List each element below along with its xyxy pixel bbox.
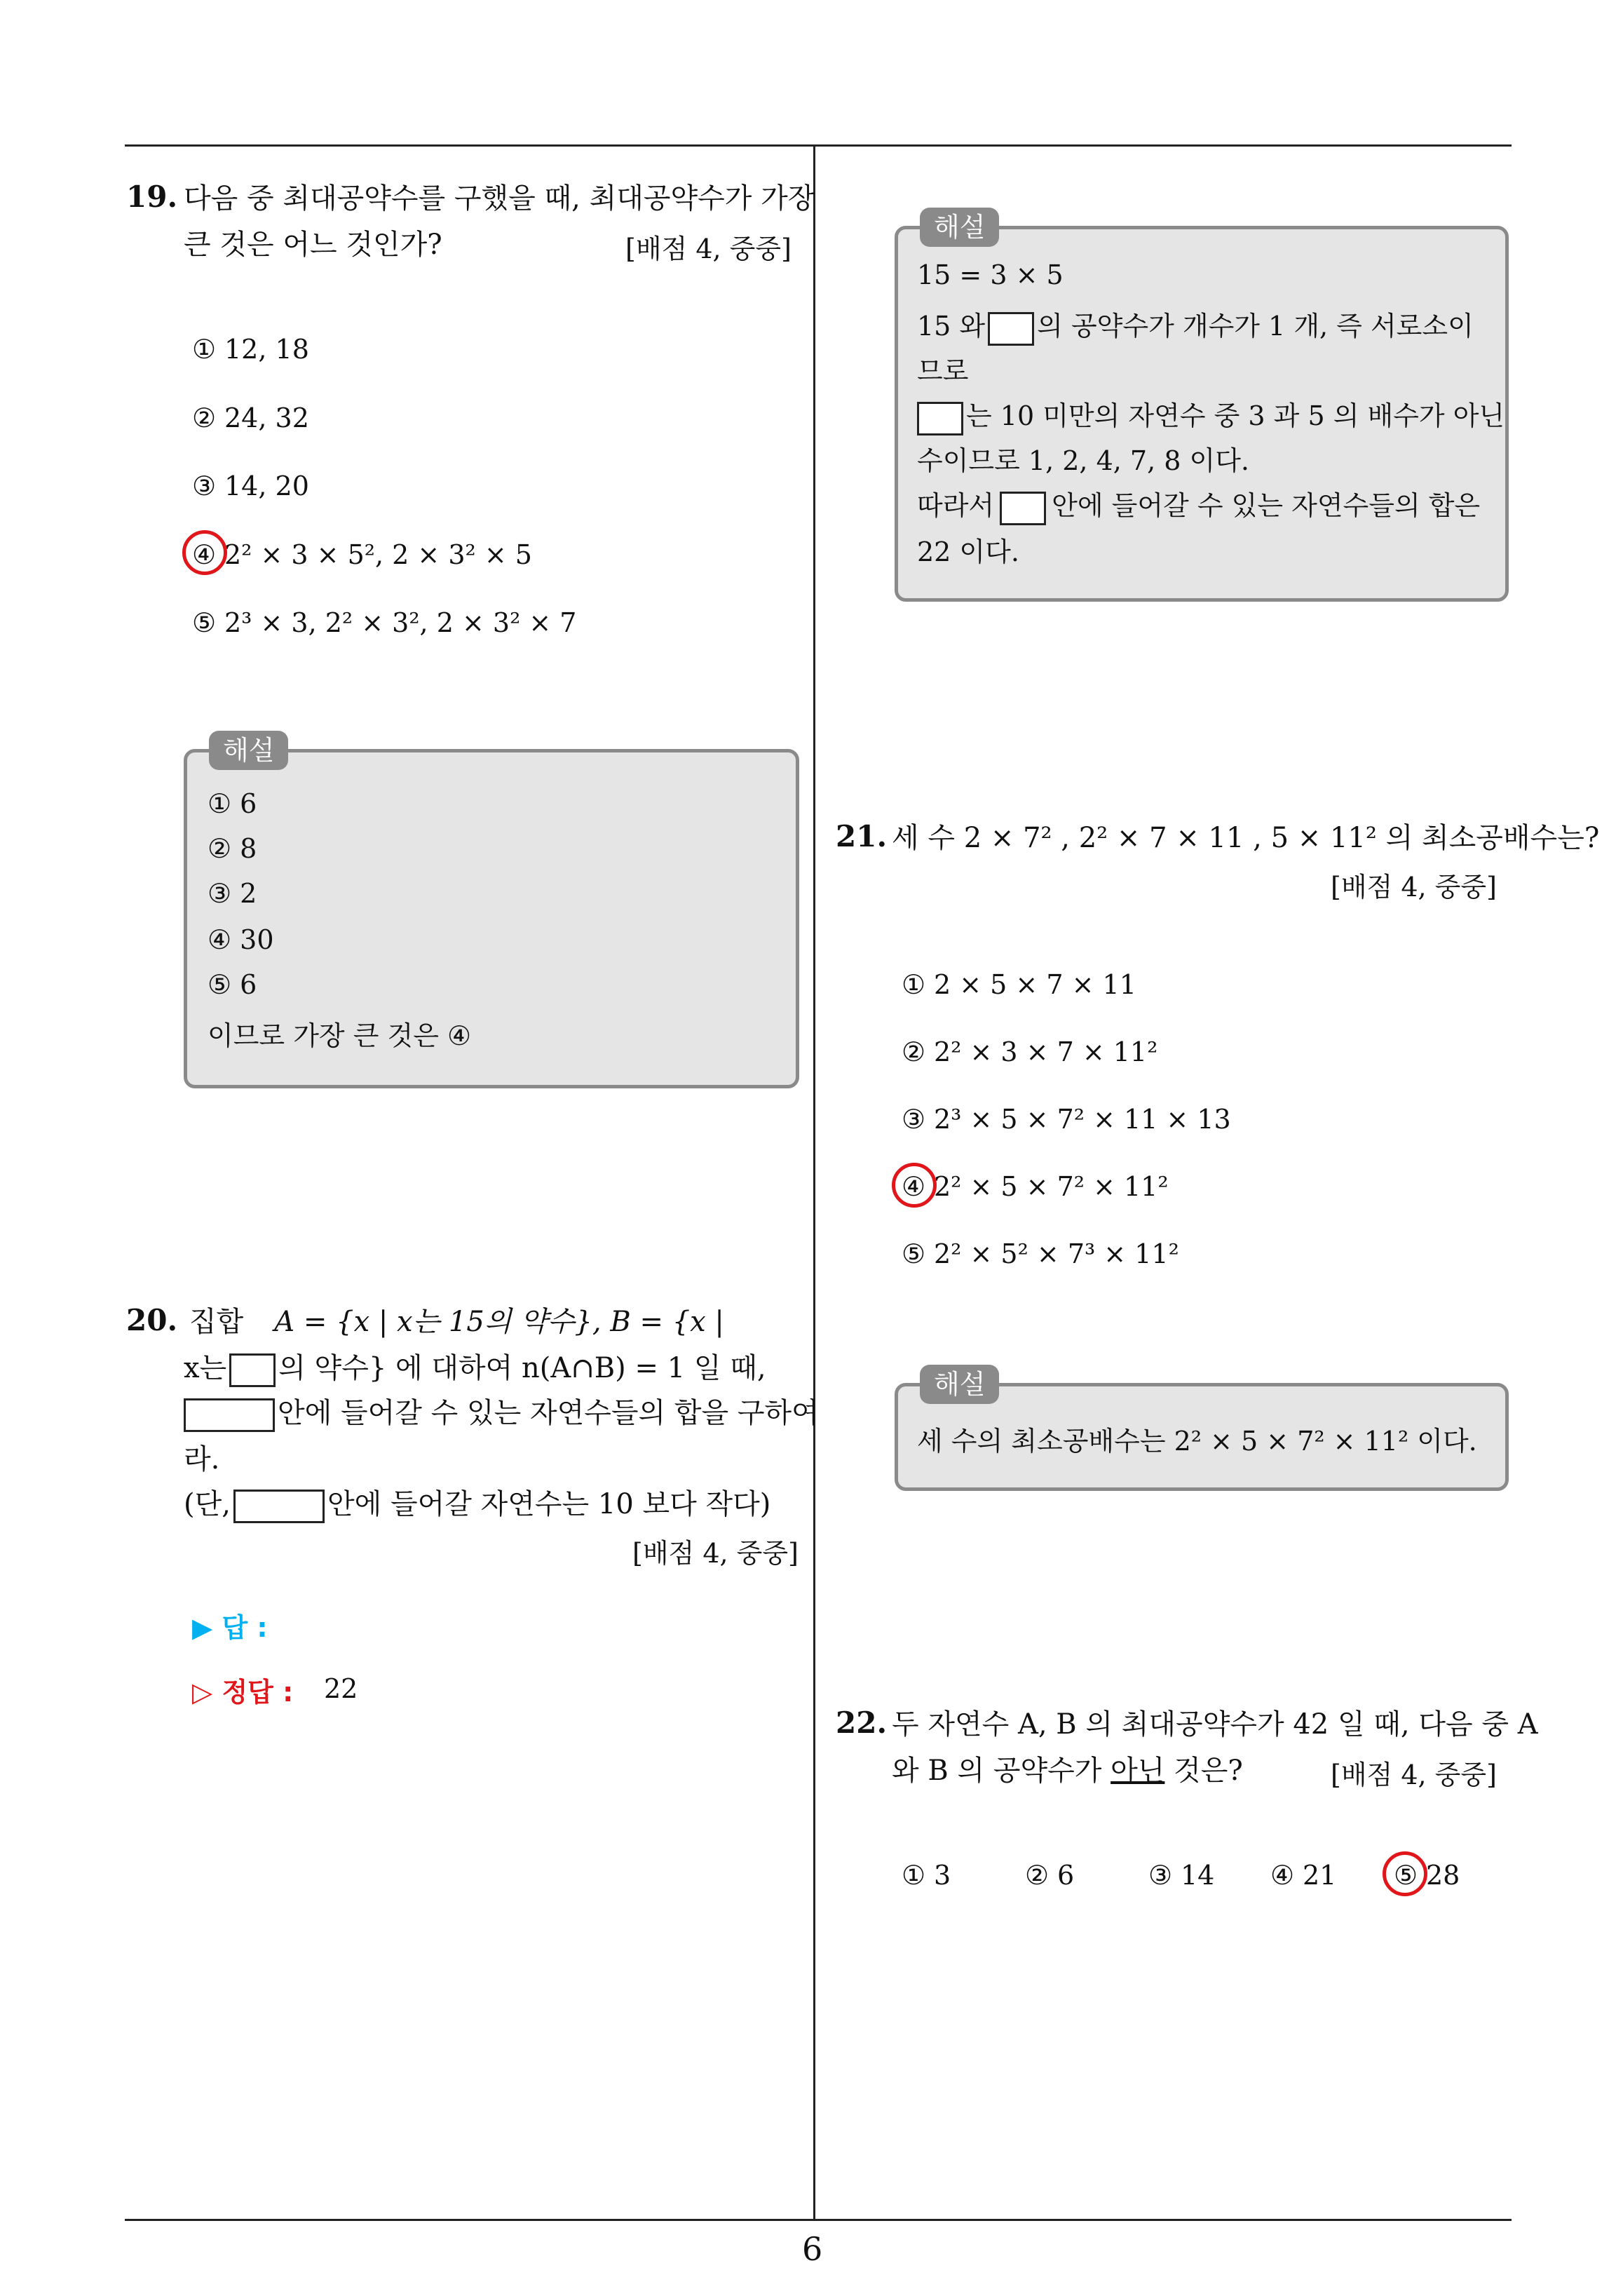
choice-3[interactable]: ③ 14 (1148, 1860, 1215, 1891)
solution-line: 따라서 안에 들어갈 수 있는 자연수들의 합은 (917, 484, 1480, 525)
solution-line: ② 8 (208, 833, 257, 864)
choice-4[interactable]: ④ 21 (1270, 1860, 1337, 1891)
points-label: [배점 4, 중중] (632, 1538, 799, 1569)
choice-4[interactable]: ④ 2² × 3 × 5², 2 × 3² × 5 (192, 539, 532, 570)
blank-box (184, 1398, 275, 1432)
solution-line: 수이므로 1, 2, 4, 7, 8 이다. (917, 445, 1250, 476)
question-number: 19. (126, 180, 178, 214)
question-text-line2: 큰 것은 어느 것인가? (184, 229, 442, 261)
bottom-rule (125, 2219, 1512, 2221)
solution-line: ④ 30 (208, 924, 274, 955)
choice-1[interactable]: ① 3 (902, 1860, 951, 1891)
choice-3[interactable]: ③ 14, 20 (192, 471, 309, 501)
choice-5[interactable]: ⑤ 28 (1394, 1860, 1460, 1891)
solution-line: 이므로 가장 큰 것은 ④ (208, 1020, 472, 1051)
question-number: 20. (126, 1303, 178, 1337)
correct-answer-label: ▷ 정답 : (192, 1677, 294, 1708)
question-text-line4: 라. (184, 1443, 220, 1475)
solution-line: ⑤ 6 (208, 969, 257, 1000)
question-text-line1: 두 자연수 A, B 의 최대공약수가 42 일 때, 다음 중 A (892, 1708, 1538, 1741)
blank-box (233, 1490, 325, 1523)
question-number: 21. (836, 819, 888, 853)
solution-line: 15 = 3 × 5 (917, 259, 1064, 290)
blank-box (1000, 492, 1046, 525)
solution-tab: 해설 (920, 208, 999, 247)
choice-1[interactable]: ① 12, 18 (192, 334, 309, 365)
question-text-line1: 세 수 2 × 7² , 2² × 7 × 11 , 5 × 11² 의 최소공배수는? (892, 822, 1600, 854)
correct-answer-value: 22 (324, 1673, 358, 1704)
column-divider (813, 144, 815, 2219)
choice-2[interactable]: ② 2² × 3 × 7 × 11² (902, 1036, 1158, 1067)
top-rule (125, 144, 1512, 147)
question-text-line2: x는 의 약수} 에 대하여 n(A∩B) = 1 일 때, (184, 1345, 766, 1391)
choice-2[interactable]: ② 6 (1025, 1860, 1075, 1891)
points-label: [배점 4, 중중] (625, 234, 792, 264)
question-text-line3: 안에 들어갈 수 있는 자연수들의 합을 구하여 (184, 1390, 819, 1436)
page-number: 6 (802, 2230, 823, 2268)
solution-line: ③ 2 (208, 878, 257, 909)
question-text-line2: 와 B 의 공약수가 아닌 것은? (892, 1755, 1243, 1787)
solution-line: 22 이다. (917, 536, 1019, 567)
question-number: 22. (836, 1706, 888, 1740)
selected-answer-circle (1383, 1851, 1427, 1896)
selected-answer-circle (182, 530, 227, 575)
blank-box (917, 402, 963, 435)
choice-3[interactable]: ③ 2³ × 5 × 7² × 11 × 13 (902, 1104, 1231, 1135)
choice-1[interactable]: ① 2 × 5 × 7 × 11 (902, 969, 1136, 1000)
blank-box (988, 312, 1034, 346)
question-text-line1: 다음 중 최대공약수를 구했을 때, 최대공약수가 가장 (184, 182, 815, 215)
choice-5[interactable]: ⑤ 2³ × 3, 2² × 3², 2 × 3² × 7 (192, 607, 577, 638)
question-text-line1: 집합 A = {x | x는 15의 약수}, B = {x | (189, 1306, 724, 1338)
choice-5[interactable]: ⑤ 2² × 5² × 7³ × 11² (902, 1238, 1179, 1269)
solution-line: 세 수의 최소공배수는 2² × 5 × 7² × 11² 이다. (917, 1426, 1477, 1457)
points-label: [배점 4, 중중] (1331, 1760, 1497, 1790)
solution-line: 는 10 미만의 자연수 중 3 과 5 의 배수가 아닌 (917, 394, 1505, 435)
choice-4[interactable]: ④ 2² × 5 × 7² × 11² (902, 1171, 1169, 1202)
solution-line: ① 6 (208, 788, 257, 819)
answer-label[interactable]: ▶ 답 : (192, 1612, 268, 1643)
choice-2[interactable]: ② 24, 32 (192, 403, 309, 433)
solution-tab: 해설 (920, 1365, 999, 1404)
points-label: [배점 4, 중중] (1331, 872, 1497, 903)
solution-tab: 해설 (209, 731, 288, 770)
solution-line: 15 와 의 공약수가 개수가 1 개, 즉 서로소이 (917, 304, 1474, 346)
solution-line: 므로 (917, 356, 969, 386)
question-text-line5: (단, 안에 들어갈 자연수는 10 보다 작다) (184, 1481, 770, 1527)
blank-box (229, 1353, 276, 1387)
selected-answer-circle (892, 1163, 937, 1208)
